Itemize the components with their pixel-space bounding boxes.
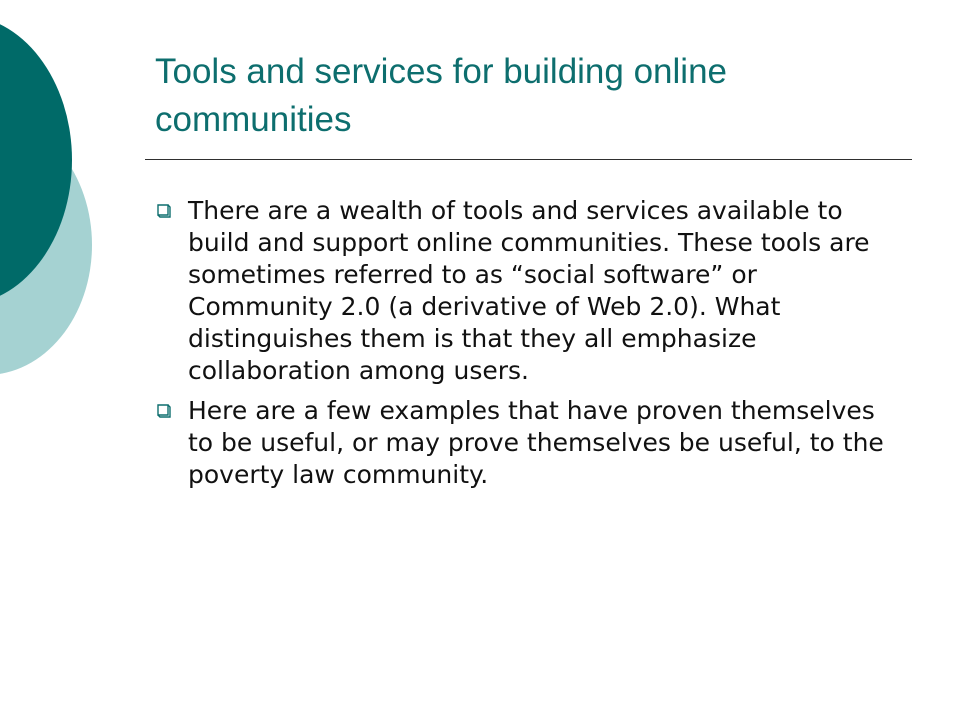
title-divider [145, 159, 912, 160]
hollow-square-bullet-icon [155, 203, 171, 219]
hollow-square-bullet-icon [155, 403, 171, 419]
slide-title: Tools and services for building online communities [155, 52, 727, 139]
bullet-item [150, 395, 890, 491]
bullet-text: There are a wealth of tools and services available to build and support online communities. These tools are sometimes referred to as “social software” or Community 2.0 (a derivative of Web 2.0). What distinguishes them is that they all emphasize collaboration among users. [188, 196, 870, 385]
bullet-list [150, 195, 890, 499]
bullet-text: Here are a few examples that have proven themselves to be useful, or may prove themselves be useful, to the poverty law community. [188, 396, 884, 489]
bullet-item [150, 195, 890, 387]
